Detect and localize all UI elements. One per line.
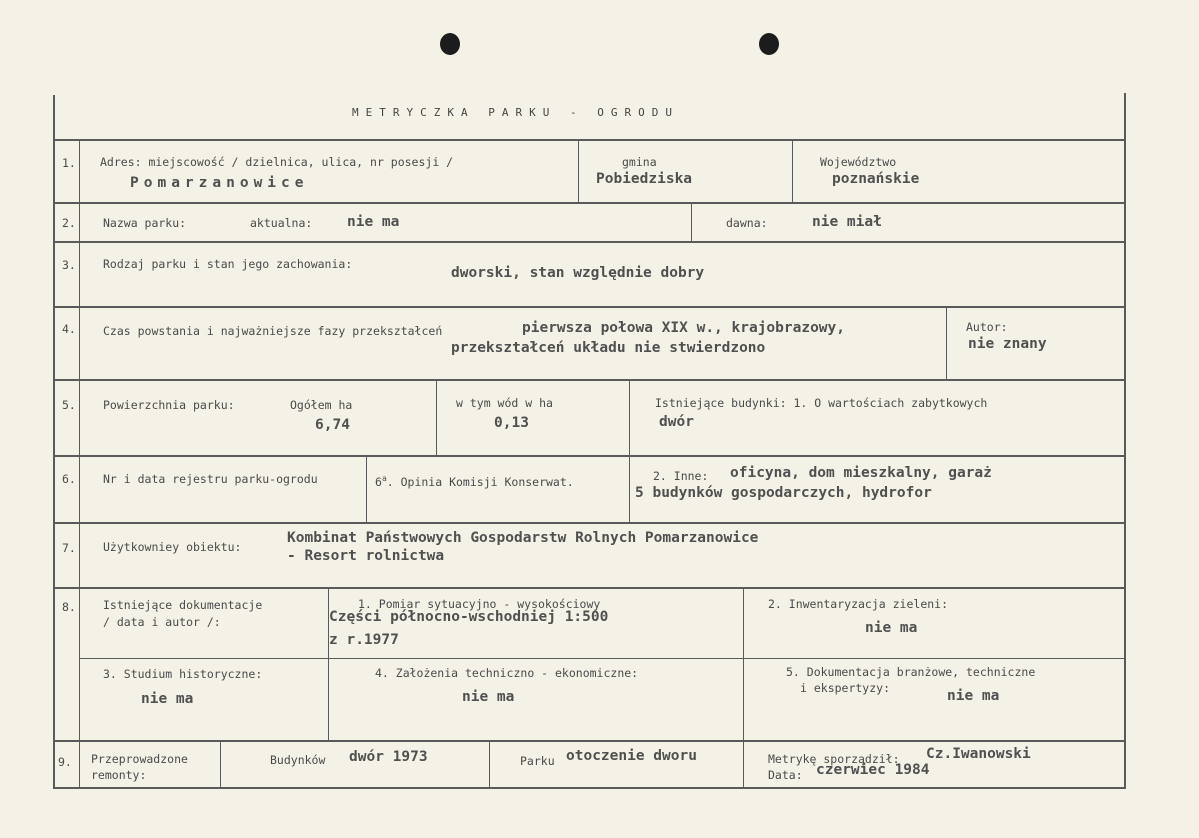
row-number: 3. [62, 258, 76, 272]
origin-label: Czas powstania i najważniejsze fazy przekształceń [103, 324, 443, 338]
punch-hole-right [759, 33, 779, 55]
prepared-by-value: Cz.Iwanowski [926, 746, 1031, 762]
survey-label: 1. Pomiar sytuacyjno - wysokościowy [358, 597, 601, 611]
former-name-label: dawna: [726, 216, 768, 230]
other-buildings-value-line2: 5 budynków gospodarczych, hydrofor [635, 485, 932, 501]
users-value-line2: - Resort rolnictwa [287, 548, 445, 564]
origin-value-line2: przekształceń układu nie stwierdzono [451, 340, 766, 356]
register-label: Nr i data rejestru parku-ogrodu [103, 472, 318, 486]
current-name-label: aktualna: [250, 216, 313, 230]
users-label: Użytkowniey obiektu: [103, 540, 242, 554]
row-number: 4. [62, 322, 76, 336]
historical-study-label: 3. Studium historyczne: [103, 667, 263, 681]
greenery-inventory-value: nie ma [865, 620, 918, 636]
water-area-value: 0,13 [494, 415, 529, 431]
total-area-label: Ogółem ha [290, 398, 353, 412]
tech-econ-value: nie ma [462, 689, 515, 705]
address-label: Adres: miejscowość / dzielnica, ulica, nr posesji / [100, 155, 454, 169]
branch-docs-label-line1: 5. Dokumentacja branżowe, techniczne [786, 665, 1036, 679]
greenery-inventory-label: 2. Inwentaryzacja zieleni: [768, 597, 949, 611]
form-title: METRYCZKA PARKU - OGRODU [352, 106, 679, 119]
branch-docs-label-line2: i ekspertyzy: [800, 681, 891, 695]
former-name-value: nie miał [812, 214, 882, 230]
author-value: nie znany [968, 336, 1047, 352]
documentation-label-line1: Istniejące dokumentacje [103, 598, 263, 612]
historical-study-value: nie ma [141, 691, 194, 707]
address-value: Pomarzanowice [130, 175, 309, 191]
date-value: czerwiec 1984 [816, 762, 930, 778]
row-number: 2. [62, 216, 76, 230]
documentation-label-line2: / data i autor /: [103, 615, 221, 629]
survey-value-line1: Części północno-wschodniej 1:500 [329, 609, 609, 625]
park-renovation-value: otoczenie dworu [566, 748, 697, 764]
gmina-value: Pobiedziska [596, 171, 693, 187]
buildings-value: dwór [659, 414, 694, 430]
date-label: Data: [768, 768, 803, 782]
users-value-line1: Kombinat Państwowych Gospodarstw Rolnych Pomarzanowice [287, 530, 759, 546]
gmina-label: gmina [622, 155, 657, 169]
water-area-label: w tym wód w ha [456, 396, 553, 410]
row-number: 8. [62, 600, 76, 614]
author-label: Autor: [966, 320, 1008, 334]
buildings-label: Istniejące budynki: 1. O wartościach zabytkowych [655, 396, 988, 410]
origin-value-line1: pierwsza połowa XIX w., krajobrazowy, [522, 320, 846, 336]
buildings-renovation-value: dwór 1973 [349, 749, 428, 765]
park-type-label: Rodzaj parku i stan jego zachowania: [103, 257, 353, 271]
row-number: 6. [62, 472, 76, 486]
punch-hole-left [440, 33, 460, 55]
park-type-value: dworski, stan względnie dobry [451, 265, 705, 281]
survey-value-line2: z r.1977 [329, 632, 399, 648]
renovations-label-line2: remonty: [91, 768, 147, 782]
buildings-renovation-label: Budynków [270, 753, 326, 767]
park-renovation-label: Parku [520, 754, 555, 768]
branch-docs-value: nie ma [947, 688, 1000, 704]
park-name-label: Nazwa parku: [103, 216, 187, 230]
row-number: 5. [62, 398, 76, 412]
row-number: 9. [58, 755, 72, 769]
renovations-label-line1: Przeprowadzone [91, 752, 188, 766]
opinion-label: 6$^a$. Opinia Komisji Konserwat. [375, 474, 574, 489]
area-label: Powierzchnia parku: [103, 398, 235, 412]
other-buildings-label: 2. Inne: [653, 469, 709, 483]
row-number: 7. [62, 541, 76, 555]
other-buildings-value-line1: oficyna, dom mieszkalny, garaż [730, 465, 992, 481]
tech-econ-label: 4. Założenia techniczno - ekonomiczne: [375, 666, 639, 680]
total-area-value: 6,74 [315, 417, 350, 433]
voivodeship-label: Województwo [820, 155, 897, 169]
current-name-value: nie ma [347, 214, 400, 230]
prepared-by-label: Metrykę sporządził: [768, 752, 900, 766]
voivodeship-value: poznańskie [832, 171, 920, 187]
row-number: 1. [62, 156, 76, 170]
